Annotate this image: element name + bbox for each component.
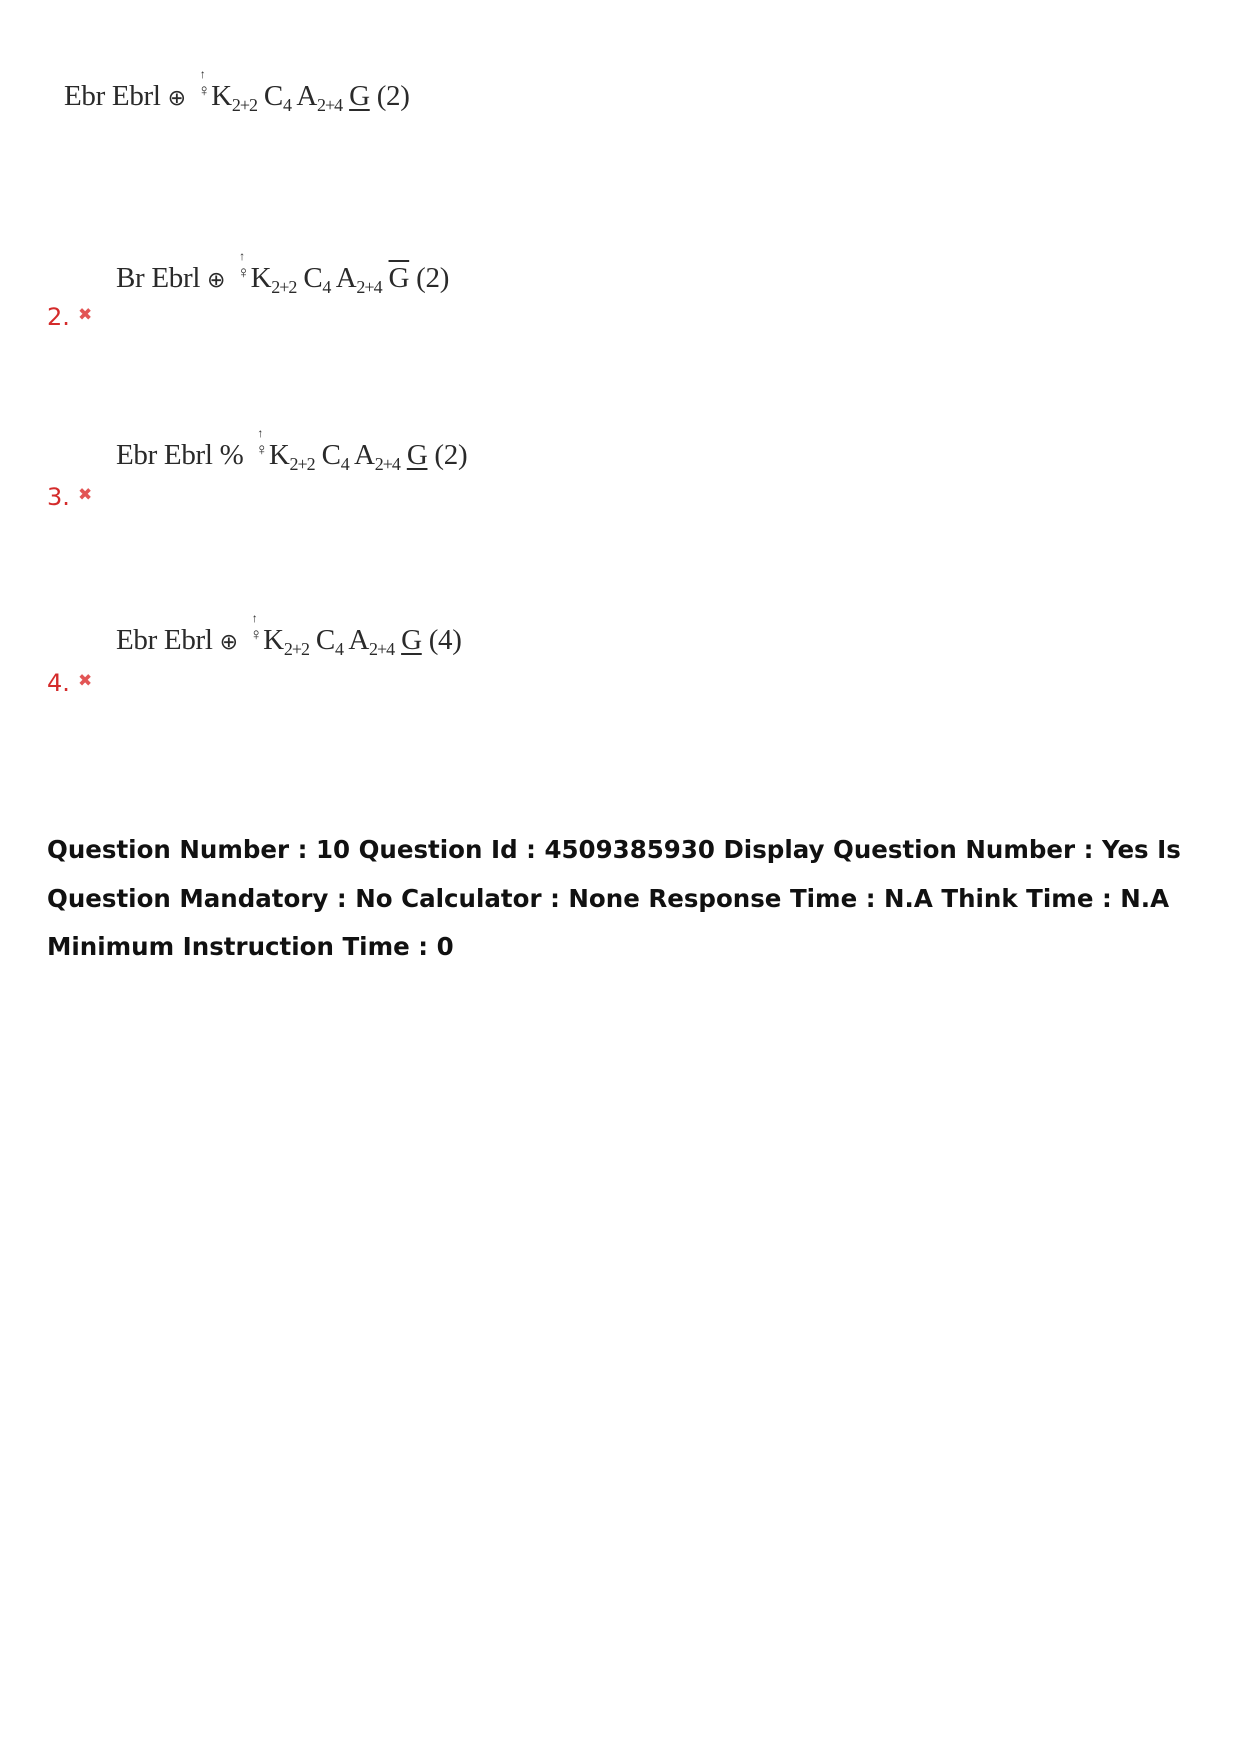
- androecium-symbol: A: [348, 624, 369, 656]
- cross-mark-icon: ✖: [78, 305, 93, 325]
- calyx-symbol: K: [211, 80, 232, 112]
- gynoecium-symbol: G: [401, 624, 422, 656]
- option-2-number: 2.: [47, 303, 70, 331]
- percent-symbol: %: [219, 439, 244, 471]
- gynoecium-symbol: $\overline{G}$: [388, 262, 410, 294]
- androecium-symbol: A: [335, 262, 357, 294]
- corolla-symbol: C: [263, 80, 283, 112]
- calyx-symbol: K: [250, 262, 272, 294]
- androecium-symbol: A: [354, 439, 375, 471]
- corolla-symbol: C: [321, 439, 341, 471]
- bisexual-flower-icon: ↑ ♀: [249, 611, 263, 644]
- formula-prefix: Ebr Ebrl: [116, 439, 213, 471]
- actinomorphic-symbol-icon: ⊕: [167, 86, 186, 111]
- calyx-symbol: K: [268, 439, 290, 471]
- option-3-number: 3.: [47, 483, 70, 511]
- carpel-count: (4): [428, 624, 462, 656]
- question-metadata: Question Number : 10 Question Id : 4509385930 Display Question Number : Yes Is Question Mandatory : No Calculator : None Response Time : N.A Think Time : N.A Minimum Instruction Time : 0: [47, 835, 1181, 961]
- cross-mark-icon: ✖: [78, 485, 93, 505]
- bisexual-flower-icon: ↑ ♀: [197, 67, 211, 100]
- gynoecium-symbol: G: [349, 80, 370, 112]
- corolla-symbol: C: [315, 624, 335, 656]
- option-1-formula: Ebr Ebrl ⊕ ↑ $♀K_{2+2}$ $C_4$ $A_{2+4}$ G (2): [64, 67, 410, 115]
- option-3-formula: Ebr Ebrl % ↑ $♀K_{2+2}$ $C_4$ $A_{2+4}$ G (2): [116, 426, 468, 474]
- calyx-symbol: K: [263, 624, 284, 656]
- formula-prefix: Ebr Ebrl: [116, 624, 213, 656]
- carpel-count: (2): [416, 262, 450, 294]
- carpel-count: (2): [434, 439, 468, 471]
- cross-mark-icon: ✖: [78, 671, 93, 691]
- option-2-formula: Br Ebrl ⊕ ↑ $♀K_{2+2}$ $C_4$ $A_{2+4}$ $\overline{G}$ (2): [116, 249, 450, 297]
- carpel-count: (2): [376, 80, 410, 112]
- option-4-formula: Ebr Ebrl ⊕ ↑ $♀K_{2+2}$ $C_4$ $A_{2+4}$ G (4): [116, 611, 462, 659]
- corolla-symbol: C: [303, 262, 323, 294]
- bisexual-flower-icon: ↑ ♀: [237, 249, 250, 282]
- option-4-number: 4.: [47, 669, 70, 697]
- actinomorphic-symbol-icon: ⊕: [207, 268, 226, 293]
- androecium-symbol: A: [296, 80, 317, 112]
- formula-prefix: Ebr Ebrl: [64, 80, 161, 112]
- bisexual-flower-icon: ↑ ♀: [255, 426, 268, 459]
- formula-prefix: Br Ebrl: [116, 262, 201, 294]
- actinomorphic-symbol-icon: ⊕: [219, 630, 238, 655]
- gynoecium-symbol: G: [406, 439, 428, 471]
